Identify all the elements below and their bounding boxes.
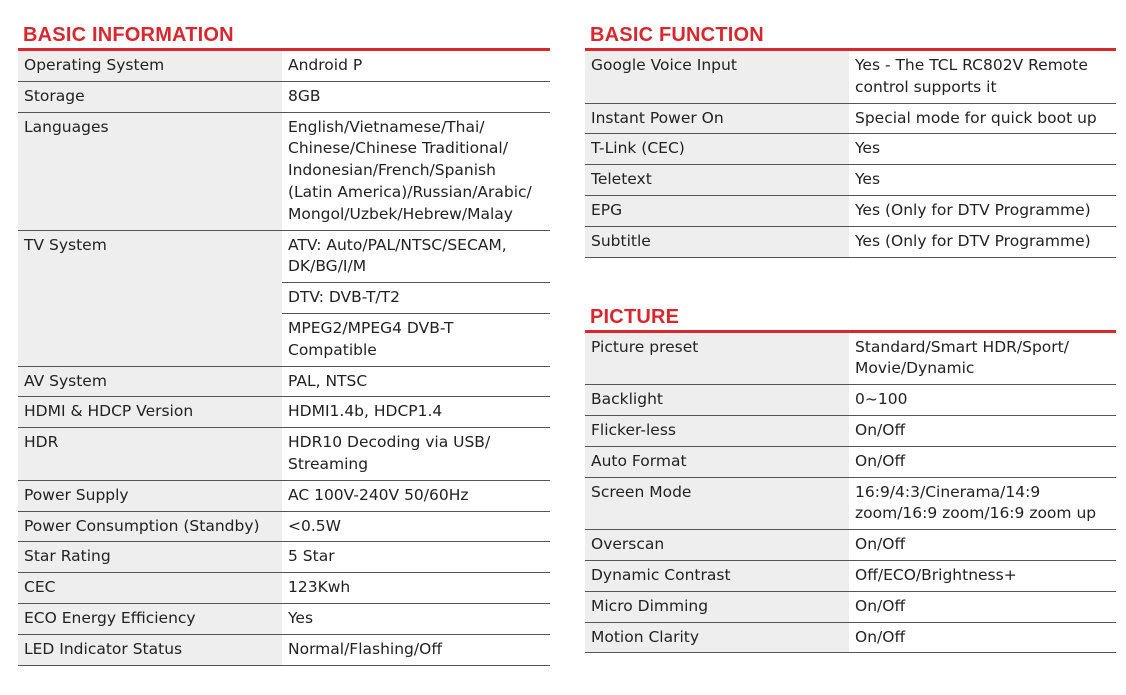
basic-info-label: AV System <box>18 366 282 397</box>
picture-value: Standard/Smart HDR/Sport/ Movie/Dynamic <box>849 333 1116 385</box>
basic-info-row <box>18 480 550 511</box>
basic-info-value: 123Kwh <box>282 573 550 604</box>
basic-info-value: 8GB <box>282 81 550 112</box>
basic-information-table <box>18 51 550 666</box>
basic-info-label: TV System <box>18 230 282 366</box>
picture-label: Flicker-less <box>585 415 849 446</box>
left-column <box>18 0 550 666</box>
basic-info-value: DTV: DVB-T/T2 <box>282 283 550 314</box>
picture-table <box>585 333 1116 654</box>
basic-information-section <box>18 22 550 666</box>
picture-section <box>585 304 1116 654</box>
basic-info-row <box>18 634 550 665</box>
basic-info-row <box>18 603 550 634</box>
picture-label: Auto Format <box>585 446 849 477</box>
basic-info-value: English/Vietnamese/Thai/ Chinese/Chinese Traditional/ Indonesian/French/Spanish (Latin America)/Russian/Arabic/ Mongol/Uzbek/Hebrew/Malay <box>282 112 550 230</box>
basic-function-row <box>585 195 1116 226</box>
basic-function-row <box>585 103 1116 134</box>
basic-info-row <box>18 366 550 397</box>
basic-info-label: LED Indicator Status <box>18 634 282 665</box>
picture-value: On/Off <box>849 622 1116 653</box>
basic-info-row <box>18 428 550 481</box>
basic-info-value: HDMI1.4b, HDCP1.4 <box>282 397 550 428</box>
picture-heading: PICTURE <box>585 304 1116 333</box>
basic-info-label: HDMI & HDCP Version <box>18 397 282 428</box>
picture-label: Micro Dimming <box>585 591 849 622</box>
basic-function-label: EPG <box>585 195 849 226</box>
basic-function-table <box>585 51 1116 258</box>
basic-info-value: 5 Star <box>282 542 550 573</box>
picture-row <box>585 415 1116 446</box>
right-column <box>585 0 1116 653</box>
picture-label: Overscan <box>585 530 849 561</box>
basic-function-value: Yes - The TCL RC802V Remote control supports it <box>849 51 1116 103</box>
basic-info-label: HDR <box>18 428 282 481</box>
basic-function-row <box>585 51 1116 103</box>
basic-info-label: Star Rating <box>18 542 282 573</box>
picture-row <box>585 560 1116 591</box>
picture-row <box>585 622 1116 653</box>
picture-row <box>585 591 1116 622</box>
basic-info-row <box>18 573 550 604</box>
basic-info-label: Languages <box>18 112 282 230</box>
basic-info-value: Yes <box>282 603 550 634</box>
basic-info-row <box>18 51 550 81</box>
basic-information-heading: BASIC INFORMATION <box>18 22 550 51</box>
picture-value: Off/ECO/Brightness+ <box>849 560 1116 591</box>
basic-function-value: Yes (Only for DTV Programme) <box>849 195 1116 226</box>
picture-label: Screen Mode <box>585 477 849 530</box>
basic-function-value: Yes <box>849 134 1116 165</box>
picture-label: Dynamic Contrast <box>585 560 849 591</box>
picture-row <box>585 385 1116 416</box>
basic-info-value: Normal/Flashing/Off <box>282 634 550 665</box>
picture-label: Backlight <box>585 385 849 416</box>
basic-function-value: Yes (Only for DTV Programme) <box>849 226 1116 257</box>
picture-row <box>585 530 1116 561</box>
basic-info-row <box>18 112 550 230</box>
picture-row <box>585 333 1116 385</box>
picture-value: 16:9/4:3/Cinerama/14:9 zoom/16:9 zoom/16:9 zoom up <box>849 477 1116 530</box>
basic-function-row <box>585 226 1116 257</box>
basic-info-label: CEC <box>18 573 282 604</box>
basic-function-label: Google Voice Input <box>585 51 849 103</box>
basic-info-value: ATV: Auto/PAL/NTSC/SECAM, DK/BG/I/M <box>282 230 550 283</box>
basic-info-row <box>18 511 550 542</box>
basic-info-row <box>18 81 550 112</box>
picture-row <box>585 446 1116 477</box>
basic-info-label: Operating System <box>18 51 282 81</box>
basic-info-label: ECO Energy Efficiency <box>18 603 282 634</box>
basic-info-value: AC 100V-240V 50/60Hz <box>282 480 550 511</box>
picture-value: 0~100 <box>849 385 1116 416</box>
basic-info-value: PAL, NTSC <box>282 366 550 397</box>
picture-value: On/Off <box>849 530 1116 561</box>
basic-function-value: Yes <box>849 165 1116 196</box>
basic-info-value: Android P <box>282 51 550 81</box>
basic-function-label: T-Link (CEC) <box>585 134 849 165</box>
basic-info-label: Power Consumption (Standby) <box>18 511 282 542</box>
basic-function-row <box>585 165 1116 196</box>
basic-function-section <box>585 22 1116 258</box>
basic-function-label: Instant Power On <box>585 103 849 134</box>
basic-function-heading: BASIC FUNCTION <box>585 22 1116 51</box>
picture-value: On/Off <box>849 415 1116 446</box>
basic-info-row <box>18 397 550 428</box>
basic-info-row <box>18 230 550 283</box>
basic-info-row <box>18 542 550 573</box>
basic-info-label: Storage <box>18 81 282 112</box>
picture-row <box>585 477 1116 530</box>
picture-label: Picture preset <box>585 333 849 385</box>
basic-info-label: Power Supply <box>18 480 282 511</box>
basic-info-value: <0.5W <box>282 511 550 542</box>
basic-info-value: MPEG2/MPEG4 DVB-T Compatible <box>282 313 550 366</box>
picture-value: On/Off <box>849 446 1116 477</box>
basic-info-value: HDR10 Decoding via USB/ Streaming <box>282 428 550 481</box>
basic-function-row <box>585 134 1116 165</box>
basic-function-label: Subtitle <box>585 226 849 257</box>
picture-label: Motion Clarity <box>585 622 849 653</box>
basic-function-label: Teletext <box>585 165 849 196</box>
picture-value: On/Off <box>849 591 1116 622</box>
basic-function-value: Special mode for quick boot up <box>849 103 1116 134</box>
